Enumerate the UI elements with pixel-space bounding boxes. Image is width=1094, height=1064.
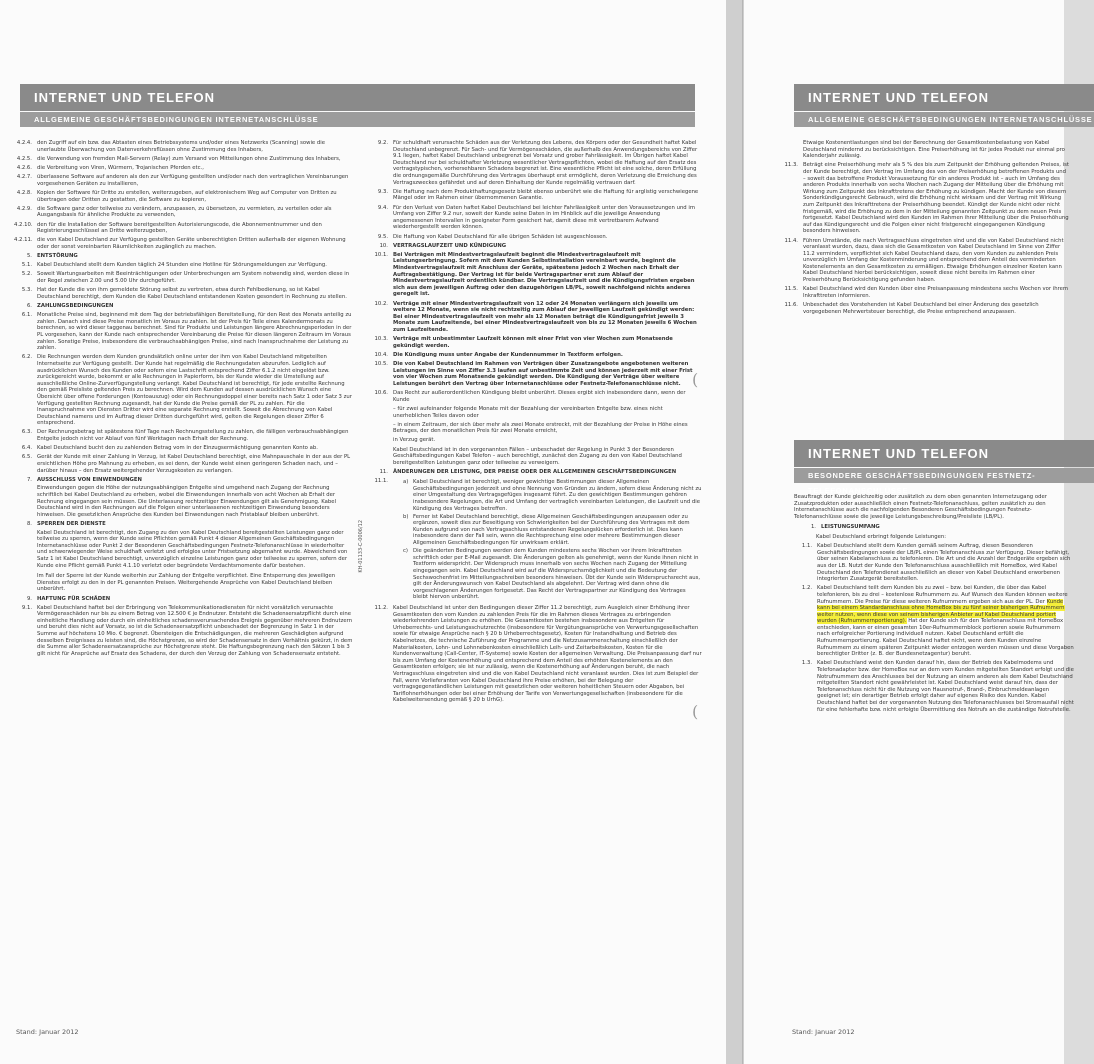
clause-text: Bei Verträgen mit Mindestvertragslaufzeit beginnt die Mindestvertragslaufzeit mit Leistungserbringung. Sofern mit dem Kunden Selbstinstallation vereinbart wurde, beginnt die Mindestvertragslaufzeit mit Anschluss der Geräte, spätestens jedoch 2 Wochen nach Erhalt der Auftragsbestätigung. Der Vertrag ist für beide Vertragspartner erst zum Ablauf der Mindestvertragslaufzeit ordentlich kündbar. Die Vertragslaufzeit und die Kündigungsfristen ergeben sich aus dem jeweiligen Auftrag oder den dazugehörigen LB/PL, soweit nachfolgend nichts anderes geregelt ist. — [393, 251, 695, 298]
clause-number: 6.5. — [21, 454, 32, 461]
clause-number: 11.4. — [784, 237, 798, 244]
clause-text: Für den Verlust von Daten haftet Kabel Deutschland bei leichter Fahrlässigkeit unter den Voraussetzungen und im Umfang von Ziffer 9.2 nur, soweit der Kunde seine Daten in im Hinblick auf die jeweilige Anwendung angemessenen Intervallen in geeigneter Form gesichert hat, damit diese mit vertretbarem Aufwand wiederhergestellt werden können. — [393, 204, 695, 231]
clause-text: Der Rechnungsbetrag ist spätestens fünf Tage nach Rechnungsstellung zu zahlen, die fälligen verbrauchsabhängigen Entgelte jedoch nicht vor Ablauf von fünf Werktagen nach Erhalt der Rechnung. — [37, 429, 349, 443]
clause-number: 11.5. — [784, 286, 798, 293]
clause-number: 5.3. — [21, 287, 32, 294]
clause — [14, 312, 354, 352]
clause-number: 4.2.6. — [16, 164, 32, 171]
clause — [14, 354, 354, 427]
section-subbanner: ALLGEMEINE GESCHÄFTSBEDINGUNGEN INTERNETANSCHLÜSSE — [20, 112, 695, 127]
clause-text: SPERREN DER DIENSTE Kabel Deutschland ist berechtigt, den Zugang zu den von Kabel Deutschland bereitgestellten Leistungen ganz oder teilweise zu sperren, wenn der Kunde seine Pflichten gemäß Punkt 4 dieser Allgemeinen Geschäftsbedingungen Internetanschlüsse oder Punkt 2 der Besonderen Geschäftsbedingungen Festnetz-Telefonanschlüsse in wiederholter und schwerwiegender Weise schuldhaft verletzt und erfolglos unter Fristsetzung abgemahnt wurde. Abweichend von Satz 1 ist Kabel Deutschland berechtigt, unverzüglich einzelne Leistungen ganz oder teilweise zu sperren, sofern der Kunde eine Pflicht gemäß Punkt 4.1.10 verletzt oder begründete Verdachtsmomente dafür bestehen. Im Fall der Sperre ist der Kunde weiterhin zur Zahlung der Entgelte verpflichtet. Eine Entsperrung des jeweiligen Dienstes erfolgt zu den in der PL genannten Preisen. Weitergehende Ansprüche von Kabel Deutschland bleiben unberührt. — [37, 521, 354, 593]
clause-number — [370, 422, 393, 435]
clause — [14, 262, 354, 269]
intro-paragraph: Beauftragt der Kunde gleichzeitig oder zusätzlich zu dem oben genannten Internetzugang oder Zusatzprodukten oder ausschließlich einen Festnetz-Telefonanschluss, gelten zusätzlich zu den Internetanschlüsse auch die nachfolgenden Besonderen Geschäftsbedingungen Festnetz-Telefonanschlüsse sowie die jeweilige Leistungsbeschreibung/Preisliste (LB/PL). — [794, 494, 1047, 520]
clause-text: die von Kabel Deutschland zur Verfügung gestellten Geräte unberechtigten Dritten außerhalb der eigenen Wohnung oder der sonst vereinbarten Räumlichkeiten zugänglich zu machen. — [37, 237, 346, 250]
clause-text: Die von Kabel Deutschland im Rahmen von Verträgen über Zusatzangebote angebotenen weiteren Leistungen im Sinne von Ziffer 3.3 laufen auf unbestimmte Zeit und können jederzeit mit einer Frist von vier Wochen zum Monatsende gekündigt werden. Die Kündigung der Verträge über weitere Leistungen berührt den Vertrag über Internetanschlüsse oder Festnetz-Telefonanschlüsse nicht. — [393, 361, 693, 387]
clause-number: 6.3. — [21, 429, 32, 436]
highlighted-text: Kunde kann bei einem Standardanschluss ohne HomeBox bis zu fünf seiner bisherigen Rufnummern weiter nutzen, wenn diese von seinem bisherigen Anbieter auf Kabel Deutschland portiert wurden (Rufnummernportierung). — [817, 598, 1065, 625]
sub-clause: c) Die geänderten Bedingungen werden dem Kunden mindestens sechs Wochen vor ihrem Inkrafttreten schriftlich oder per E-Mail zugesandt. Die Änderungen gelten als genehmigt, wenn der Kunde ihnen nicht in Textform widerspricht. Der Widerspruch muss innerhalb von sechs Wochen nach Zugang der Mitteilung eingegangen sein. Kabel Deutschland wird auf die Widerspruchsmöglichkeit und die Bedeutung der Sechswochenfrist im Mitteilungsschreiben besonders hinweisen. Übt der Kunde sein Widerspruchsrecht aus, gilt der Änderungswunsch von Kabel Deutschland als abgelehnt. Der Vertrag wird dann ohne die vorgeschlagenen Änderungen fortgesetzt. Das Recht der Vertragspartner zur Kündigung des Vertrages bleibt hiervon unberührt. — [403, 548, 701, 601]
clause-number: 6.1. — [21, 312, 32, 319]
left-column-2 — [370, 140, 702, 707]
clause — [370, 406, 702, 419]
clause-text: Hat der Kunde die von ihm gemeldete Störung selbst zu vertreten, etwa durch Fehlbedienung, so ist Kabel Deutschland berechtigt, dem Kunden die Kabel Deutschland entstandenen Kosten gesondert in Rechnung zu stellen. — [37, 287, 347, 300]
right-top-column — [780, 140, 1070, 318]
clause-text: HAFTUNG FÜR SCHÄDEN — [37, 595, 111, 602]
clause — [780, 302, 1070, 315]
right-page — [744, 0, 1093, 1064]
clause — [14, 454, 354, 474]
clause-number: 5.2. — [21, 271, 32, 278]
clause — [780, 162, 1070, 235]
clause-number: 11. — [379, 469, 388, 476]
clause-text: Das Recht zur außerordentlichen Kündigung bleibt unberührt. Dieses ergibt sich insbesondere dann, wenn der Kunde — [393, 390, 686, 403]
clause-text: überlassene Software auf anderen als den zur Verfügung gestellten und/oder nach den vertraglichen Vereinbarungen vorgesehenen Geräten zu installieren, — [37, 174, 349, 187]
clause-number: 4.2.7. — [16, 174, 32, 181]
page-footer: Stand: Januar 2012 — [16, 1028, 79, 1036]
clause-text: die Software ganz oder teilweise zu verändern, anzupassen, zu übersetzen, zu vermieten, zu verteilen oder als Ausgangsbasis für ähnliche Produkte zu verwenden, — [37, 205, 332, 219]
clause-number: 10.2. — [374, 300, 388, 307]
clause — [14, 271, 354, 284]
clause-number: 9.1. — [21, 604, 32, 611]
right-bottom-column — [794, 494, 1074, 716]
clause-text: den für die Installation der Software bereitgestellten Autorisierungscode, die Abonnementnummer und den Registrierungsschlüssel an Dritte weiterzugeben, — [37, 221, 322, 235]
section-paragraph: Im Fall der Sperre ist der Kunde weiterhin zur Zahlung der Entgelte verpflichtet. Eine Entsperrung des jeweiligen Dienstes erfolgt zu den in der PL genannten Preisen. Weitergehende Ansprüche von Kabel Deutschland bleiben unberührt. — [37, 573, 336, 593]
clause-text: – in einem Zeitraum, der sich über mehr als zwei Monate erstreckt, mit der Bezahlung der Preise in Höhe eines Betrages, der den monatlichen Preis für zwei Monate erreicht, — [393, 421, 688, 435]
clause-text: Kabel Deutschland haftet bei der Erbringung von Telekommunikationsdiensten für nicht vorsätzlich verursachte Vermögensschäden nur bis zu einem Betrag von 12.500 € je Endnutzer. Entsteht die Schadensersatzpflicht durch eine einheitliche Handlung oder durch ein einheitliches schadensverursachendes Ereignis gegenüber mehreren Endnutzern und beruht dies nicht auf Vorsatz, so ist die Schadensersatzpflicht unbeschadet der Begrenzung in Satz 1 in der Summe auf höchstens 10 Mio. € begrenzt. Übersteigen die Entschädigungen, die mehreren Geschädigten aufgrund desselben Ereignisses zu leisten sind, die Höchstgrenze, so wird der Schadensersatz in dem Verhältnis gekürzt, in dem die Summe aller Schadensersatzansprüche zur Höchstgrenze steht. Die Haftungsbegrenzung nach den Sätzen 1 bis 3 gilt nicht für Ansprüche auf Ersatz des Schadens, der durch den Verzug der Zahlung von Schadensersatz entsteht. — [37, 604, 353, 657]
clause-number: 5. — [26, 253, 32, 260]
page-footer: Stand: Januar 2012 — [792, 1028, 855, 1036]
clause-number: 9.2. — [377, 140, 388, 146]
clause-text: Kabel Deutschland ist unter den Bedingungen dieser Ziffer 11.2 berechtigt, zum Ausgleich einer Erhöhung ihrer Gesamtkosten den vom Kunden zu zahlenden Preis für die im Rahmen dieses Vertrages zu erbringenden wiederkehrenden Leistungen zu erhöhen. Die Gesamtkosten bestehen insbesondere aus Entgelten für Urheberrechts- und Leistungsschutzrechte (insbesondere für Vergütungsansprüche von Verwertungsgesellschaften sowie für etwaige Ansprüche nach § 20 b Urheberrechtsgesetz), Kosten für Instandhaltung und Betrieb des Kabelnetzes, die technische Zuführung der Programme und die Netzzusammenschaltung einschließlich der Materialkosten, Lohn- und Lohnnebenkosten einschließlich Leih- und Zeitarbeitskosten, Kosten für die Kundenverwaltung (Call-Center, IT-Systeme) sowie Kosten der allgemeinen Verwaltung. Die Preisanpassung darf nur bis zum Umfang der Kostenerhöhung und entsprechend dem Anteil des erhöhten Kostenelements an den Gesamtkosten erfolgen; sie ist nur zulässig, wenn die Kostenerhöhung auf Änderungen beruht, die nach Vertragsschluss eingetreten sind und die von Kabel Deutschland nicht veranlasst wurden. Dies ist zum Beispiel der Fall, wenn Vorlieferanten von Kabel Deutschland ihre Preise erhöhen, bei der Belegung der vertragsgegenständlichen Leistungen mit gesetzlichen oder weiteren hoheitlichen Steuern oder Abgaben, bei Tariflohnerhöhungen oder bei einer Erhöhung der Tarife von Verwertungsgesellschaften (insbesondere für die Kabelweitersendung gemäß § 20 b UrhG). — [393, 605, 702, 704]
bracket-mark: ( — [692, 702, 699, 721]
clause-number: 9.5. — [377, 233, 388, 240]
clause — [370, 336, 702, 349]
clause-text: Gerät der Kunde mit einer Zahlung in Verzug, ist Kabel Deutschland berechtigt, eine Mahnpauschale in der aus der PL ersichtlichen Höhe pro Mahnung zu erheben, es sei denn, der Kunde weist einen geringeren Schaden nach, und – darüber hinaus – den Ersatz weitergehender Verzugskosten zu verlangen. — [37, 454, 351, 474]
clause-number: 10. — [379, 242, 388, 249]
clause — [14, 605, 354, 658]
clause-text: VERTRAGSLAUFZEIT UND KÜNDIGUNG — [393, 242, 507, 249]
clause — [14, 156, 354, 163]
section-heading — [370, 243, 702, 250]
clause-number: 4.2.9. — [16, 205, 32, 212]
clause — [370, 478, 702, 602]
clause-number: 10.5. — [374, 361, 388, 368]
left-column-1 — [14, 140, 354, 660]
clause-text: Kabel Deutschland wird den Kunden über eine Preisanpassung mindestens sechs Wochen vor ihrem Inkrafttreten informieren. — [803, 286, 1069, 299]
clause — [14, 287, 354, 300]
clause-text: die Verwendung von fremden Mail-Servern (Relay) zum Versand von Mitteilungen ohne Zustimmung des Inhabers, — [37, 155, 341, 162]
clause — [14, 445, 354, 452]
clause-text: Kabel Deutschland bucht den zu zahlenden Betrag vom in der Einzugsermächtigung genannten Konto ab. — [37, 445, 318, 452]
section-paragraph: Einwendungen gegen die Höhe der nutzungsabhängigen Entgelte sind umgehend nach Zugang der Rechnung schriftlich bei Kabel Deutschland zu erheben, wobei die Einwendungen innerhalb von acht Wochen ab Erhalt der Rechnung eingegangen sein müssen. Die Unterlassung rechtzeitiger Einwendungen gilt als Genehmigung. Kabel Deutschland wird in den Rechnungen auf die Folgen einer unterlassenen rechtzeitigen Einwendung besonders hinweisen. Die gesetzlichen Ansprüche des Kunden bei Einwendungen nach Fristablauf bleiben unberührt. — [37, 485, 337, 518]
clause — [780, 238, 1070, 284]
clause-number: 4.2.11. — [14, 237, 33, 244]
clause-number: 4.2.10. — [14, 221, 33, 228]
clause-text: Kabel Deutschland ist in den vorgenannten Fällen – unbeschadet der Regelung in Punkt 3 der Besonderen Geschäftsbedingungen Kabel Telefon – auch berechtigt, zunächst den Zugang zu den von Kabel Deutschland bereitgestellten Leistungen ganz oder teilweise zu verweigern. — [393, 446, 682, 466]
section-heading — [14, 477, 354, 519]
clause — [780, 286, 1070, 299]
page-divider — [742, 0, 743, 1064]
clause-number: 10.4. — [374, 351, 388, 358]
clause-text: Monatliche Preise sind, beginnend mit dem Tag der betriebsfähigen Bereitstellung, für den Rest des Monats anteilig zu zahlen. Danach sind diese Preise monatlich im Voraus zu zahlen. Ist der Preis für Teile eines Kalendermonats zu berechnen, so wird dieser taggenau berechnet. Sind für Produkte und Leistungen längere Abrechnungsperioden in der PL vorgesehen, kann der Kunde nach entsprechender Vereinbarung die Preise für diesen längeren Zeitraum im Voraus zahlen. Sonstige Preise, insbesondere die verbrauchsabhängigen Preise, sind nach Inanspruchnahme der Leistung zu zahlen. — [37, 312, 352, 352]
clause-text: Verträge mit unbestimmter Laufzeit können mit einer Frist von vier Wochen zum Monatsende gekündigt werden. — [393, 336, 673, 349]
clause — [370, 252, 702, 298]
section-heading — [14, 303, 354, 310]
clause-text: Führen Umstände, die nach Vertragsschluss eingetreten sind und die von Kabel Deutschland nicht veranlasst wurden, dazu, dass sich die Gesamtkosten von Kabel Deutschland im Sinne von Ziffer 11.2 vermindern, verpflichtet sich Kabel Deutschland dazu, den vom Kunden zu zahlenden Preis unverzüglich im Umfang der Kostenminderung und entsprechend dem Anteil des verminderten Kostenelements an den Gesamtkosten zu ermäßigen. Etwaige Erhöhungen einzelner Kosten kann Kabel Deutschland hierbei berücksichtigen, soweit diese nicht bereits im Rahmen einer Preiserhöhung Berücksichtigung gefunden haben. — [803, 237, 1064, 284]
clause-text: Unbeschadet des Vorstehenden ist Kabel Deutschland bei einer Änderung des gesetzlich vorgegebenen Mehrwertsteuer berechtigt, die Preise entsprechend anzupassen. — [803, 302, 1039, 315]
clause — [14, 237, 354, 250]
clause-text: Die Haftung von Kabel Deutschland für alle übrigen Schäden ist ausgeschlossen. — [393, 233, 608, 240]
clause-text: Verträge mit einer Mindestvertragslaufzeit von 12 oder 24 Monaten verlängern sich jeweils um weitere 12 Monate, wenn sie nicht rechtzeitig zum Ablauf der jeweiligen Laufzeit gekündigt werden: Bei einer Mindestvertragslaufzeit von mehr als 12 Monaten beträgt die Kündigungsfrist jeweils 3 Monate zum Laufzeitende, bei einer Mindestvertragslaufzeit von bis zu 12 Monaten jeweils 6 Wochen zum Laufzeitende. — [393, 300, 697, 333]
clause-text: Kopien der Software für Dritte zu erstellen, weiterzugeben, auf elektronischem Weg auf Computer von Dritten zu übertragen oder Dritten zu gestatten, die Software zu kopieren, — [37, 189, 337, 203]
clause-number — [370, 437, 393, 444]
clause-text: die Verbreitung von Viren, Würmern, Trojanischen Pferden etc., — [37, 164, 204, 171]
clause-number — [370, 406, 393, 419]
bracket-mark: ( — [692, 370, 699, 389]
clause-number: 11.2. — [374, 605, 388, 611]
clause-text: Soweit Wartungsarbeiten mit Beeinträchtigungen oder Unterbrechungen am System notwendig sind, werden diese in der Regel zwischen 2.00 und 5.00 Uhr durchgeführt. — [37, 271, 350, 285]
section-subbanner: BESONDERE GESCHÄFTSBEDINGUNGEN FESTNETZ-TELEFONANSCHLÜSSE — [794, 468, 1094, 483]
clause-text: – für zwei aufeinander folgende Monate mit der Bezahlung der vereinbarten Entgelte bzw. eines nicht unerheblichen Teiles davon oder — [393, 405, 663, 419]
clause — [370, 189, 702, 202]
clause-text: den Zugriff auf ein bzw. das Abtasten eines Betriebssystems und/oder eines Netzwerks (Scanning) sowie die unerlaubte Überwachung von Datenverkehrsflüssen ohne Zustimmung des Inhabers, — [37, 140, 325, 153]
clause — [370, 605, 702, 704]
clause-number: 11.6. — [784, 302, 798, 309]
clause — [14, 429, 354, 442]
section-banner: INTERNET UND TELEFON — [20, 84, 695, 111]
section-heading — [14, 521, 354, 593]
clause-number — [370, 447, 393, 467]
clause-number: 11.1. — [374, 478, 388, 485]
sub-clause: a) Kabel Deutschland ist berechtigt, weniger gewichtige Bestimmungen dieser Allgemeinen Geschäftsbedingungen jederzeit und ohne Nennung von Gründen zu ändern, sofern diese Änderung nicht zu einer Umgestaltung des Vertragsgefüges insgesamt führt. Zu den gewichtigen Bestimmungen gehören insbesondere Regelungen, die Art und Umfang der vertraglich vereinbarten Leistungen, die Laufzeit und die Kündigung des Vertrages betreffen. — [403, 479, 702, 512]
clause-text: ZAHLUNGSBEDINGUNGEN — [37, 303, 114, 309]
section-heading — [14, 596, 354, 603]
clause-number: 6.4. — [21, 445, 32, 452]
section-subtitle: Kabel Deutschland erbringt folgende Leistungen: — [816, 533, 947, 540]
clause-number — [780, 140, 803, 160]
clause — [370, 140, 702, 186]
clause — [370, 234, 702, 241]
clause — [14, 140, 354, 153]
section-banner: INTERNET UND TELEFON — [794, 84, 1094, 111]
section-heading — [370, 469, 702, 476]
clause-number: 4.2.5. — [16, 155, 32, 162]
clause-number: 11.3. — [784, 162, 798, 169]
clause-number: 10.1. — [374, 251, 388, 258]
section-heading — [14, 253, 354, 260]
clause — [370, 352, 702, 359]
clause — [14, 222, 354, 235]
clause — [370, 437, 702, 444]
clause-number: 9.4. — [377, 204, 388, 211]
clause-1-1: 1.1. Kabel Deutschland stellt dem Kunden gemäß seinem Auftrag, diesen Besonderen Geschäftsbedingungen sowie der LB/PL einen Telefonanschluss zur Verfügung. Dieser befähigt, über seinen Kabelanschluss zu telefonieren. Die Art und die Anzahl der Endgeräte ergeben sich aus der LB. Nutzt der Kunde den Telefonanschluss ausschließlich mit HomeBox, wird Kabel Deutschland den Telefondienst ausschließlich an dieser von Kabel Deutschland erworbenen integrierten Zusatzgerät bereitstellen. — [801, 543, 1071, 583]
clause-text: Etwaige Kostenentlastungen sind bei der Berechnung der Gesamtkostenbelastung von Kabel Deutschland mindernd zu berücksichtigen. Eine Preiserhöhung ist für jedes Produkt nur einmal pro Kalenderjahr zulässig. — [803, 140, 1065, 160]
section-paragraph: Kabel Deutschland ist berechtigt, den Zugang zu den von Kabel Deutschland bereitgestellten Leistungen ganz oder teilweise zu sperren, wenn der Kunde seine Pflichten gemäß Punkt 4 dieser Allgemeinen Geschäftsbedingungen Internetanschlüsse oder Punkt 2 der Besonderen Geschäftsbedingungen Festnetz-Telefonanschlüsse in wiederholter und schwerwiegender Weise schuldhaft verletzt und erfolglos unter Fristsetzung abgemahnt wurde. Abweichend von Satz 1 ist Kabel Deutschland berechtigt, unverzüglich einzelne Leistungen ganz oder teilweise zu sperren, sofern der Kunde eine Pflicht gemäß Punkt 4.1.10 verletzt oder begründete Verdachtsmomente dafür bestehen. — [37, 529, 348, 569]
clause-text: Die Haftung nach dem Produkthaftungsgesetz bleibt ebenso unberührt wie die Haftung für arglistig verschwiegene Mängel oder im Rahmen einer übernommenen Garantie. — [393, 188, 699, 202]
clause — [14, 190, 354, 203]
clause-text: Kabel Deutschland stellt dem Kunden täglich 24 Stunden eine Hotline für Störungsmeldungen zur Verfügung. — [37, 262, 327, 269]
clause-number: 6. — [26, 303, 32, 309]
clause-number: 8. — [26, 520, 32, 527]
clause — [370, 361, 702, 387]
clause — [370, 301, 702, 334]
clause — [14, 206, 354, 219]
clause-number: 9. — [26, 595, 32, 602]
clause-number: 10.3. — [374, 336, 388, 343]
clause-number: 9.3. — [377, 188, 388, 195]
clause — [780, 140, 1070, 160]
clause-text: Beträgt eine Preiserhöhung mehr als 5 % des bis zum Zeitpunkt der Erhöhung geltenden Preises, ist der Kunde berechtigt, den Vertrag im Umfang des von der Preiserhöhung betroffenen Produkts und – soweit das betroffene Produkt Voraussetzung für ein anderes Produkt ist – auch im Umfang des anderen Produkts innerhalb von sechs Wochen nach Zugang der Mitteilung über die Erhöhung mit Wirkung zum Zeitpunkt des Inkrafttretens der Erhöhung zu kündigen. Macht der Kunde von diesem Sonderkündigungsrecht Gebrauch, wird die Erhöhung nicht wirksam und der Vertrag mit Wirkung zum Zeitpunkt des Inkrafttretens der Preiserhöhung beendet. Kündigt der Kunde nicht oder nicht fristgemäß, wird die Erhöhung zu dem in der Mitteilung genannten Zeitpunkt zu dem neuen Preis fortgesetzt. Kabel Deutschland wird den Kunden im Rahmen ihrer Mitteilung über die Preiserhöhung auf das Kündigungsrecht und die Folgen einer nicht fristgerecht eingegangenen Kündigung besonders hinweisen. — [803, 162, 1069, 235]
clause-text: ENTSTÖRUNG — [37, 253, 78, 260]
clause-number: 6.2. — [21, 354, 32, 361]
clause-text — [393, 478, 702, 602]
clause — [370, 205, 702, 231]
clause-text: in Verzug gerät. — [393, 437, 436, 444]
section-heading: 1. LEISTUNGSUMFANG — [810, 524, 880, 531]
clause-number: 4.2.4. — [16, 140, 32, 146]
clause-number: 7. — [26, 476, 32, 483]
clause-text: Die Rechnungen werden dem Kunden grundsätzlich online unter der ihm von Kabel Deutschland mitgeteilten Internetseite zur Verfügung gestellt. Der Kunde hat regelmäßig die Rechnungsdaten abzurufen. Lediglich auf ausdrücklichen Wunsch des Kunden oder sofern eine Lastschrift entsprechend Ziffer 6.1.2 nicht eingelöst bzw. zurückgereicht wurde, bekommt er alle Rechnungen in Papierform, bis der Kunde wieder die Umstellung auf ausschließliche Online-Zurverfügungstellung verlangt. Kabel Deutschland ist berechtigt, für jede erstellte Rechnung den gemäß Preisliste geltenden Preis zu berechnen. Wird dem Kunden auf dessen ausdrücklichen Wunsch eine Übersicht über offene Forderungen (Kontoauszug) oder ein Rechnungsdoppel einer bereits nach Satz 1 oder Satz 3 zur Verfügung gestellten Rechnung zugesandt, hat der Kunde die Preise gemäß der PL zu zahlen. Für die Inanspruchnahme von Diensten Dritter wird eine separate Rechnung erstellt. Soweit die Abrechnung von Kabel Deutschland namens und im Auftrag dieser Dritten durchgeführt wird, gelten die Regelungen dieser Ziffer 6 entsprechend. — [37, 354, 352, 427]
clause-text: AUSSCHLUSS VON EINWENDUNGEN Einwendungen gegen die Höhe der nutzungsabhängigen Entgelte sind umgehend nach Zugang der Rechnung schriftlich bei Kabel Deutschland zu erheben, wobei die Einwendungen innerhalb von acht Wochen ab Erhalt der Rechnung eingegangen sein müssen. Die Unterlassung rechtzeitiger Einwendungen gilt als Genehmigung. Kabel Deutschland wird in den Rechnungen auf die Folgen einer unterlassenen rechtzeitigen Einwendung besonders hinweisen. Die gesetzlichen Ansprüche des Kunden bei Einwendungen nach Fristablauf bleiben unberührt. — [37, 477, 354, 519]
clause — [14, 165, 354, 172]
clause — [370, 447, 702, 467]
clause-number: 5.1. — [21, 262, 32, 269]
section-banner: INTERNET UND TELEFON — [794, 440, 1094, 467]
clause-number: 4.2.8. — [16, 189, 32, 196]
clause-text: Die Kündigung muss unter Angabe der Kundennummer in Textform erfolgen. — [393, 351, 623, 358]
clause — [370, 390, 702, 403]
clause-text: Für schuldhaft verursachte Schäden aus der Verletzung des Lebens, des Körpers oder der Gesundheit haftet Kabel Deutschland unbegrenzt. Für Sach- und für Vermögensschäden, die außerhalb des Anwendungsbereichs von Ziffer 9.1 liegen, haftet Kabel Deutschland unbegrenzt bei Vorsatz und grober Fahrlässigkeit. Im Übrigen haftet Kabel Deutschland nur bei schuldhafter Verletzung wesentlicher Vertragspflichten, wobei die Haftung auf den Ersatz des vertragstypischen, vorhersehbaren Schadens begrenzt ist. Eine wesentliche Pflicht ist eine solche, deren Erfüllung die ordnungsgemäße Durchführung des Vertrages überhaupt erst ermöglicht, deren Verletzung die Erreichung des Vertragszweckes gefährdet und auf deren Einhaltung der Kunde regelmäßig vertrauen darf. — [393, 140, 698, 186]
clause-number: 10.6. — [374, 390, 388, 397]
sub-clause: b) Ferner ist Kabel Deutschland berechtigt, diese Allgemeinen Geschäftsbedingungen anzupassen oder zu ergänzen, soweit dies zur Beseitigung von Schwierigkeiten bei der Durchführung des Vertrages mit dem Kunden aufgrund von nach Vertragsschluss entstandenen Regelungslücken erforderlich ist. Dies kann insbesondere dann der Fall sein, wenn die Rechtsprechung eine oder mehrere Bestimmungen dieser Allgemeinen Geschäftsbedingungen für unwirksam erklärt. — [403, 513, 690, 547]
clause — [370, 422, 702, 435]
clause-1-3: 1.3. Kabel Deutschland weist den Kunden darauf hin, dass der Betrieb des Kabelmodems und Telefonadapter bzw. der HomeBox nur an dem vom Kunden mitgeteilten Standort erfolgt und die Notrufnummern des Anschlusses bei der Nutzung an einem anderen als dem Kabel Deutschland mitgeteilten Standort nicht gewährleistet ist. Kabel Deutschland weist darauf hin, dass der Telefonanschluss nicht für die Nutzung von Hausnotruf-, Brand-, Einbruchmeldeanlagen geeignet ist; ein derartiger Betrieb erfolgt daher auf eigenes Risiko des Kunden. Kabel Deutschland haftet bei der vorgenannten Nutzung des Telefonanschlusses bei Stromausfall nicht für eine fehlerhafte bzw. nicht erfolgte Übermittlung des Notrufs an die zuständige Notrufstelle. — [801, 660, 1074, 713]
clause-text: ÄNDERUNGEN DER LEISTUNG, DER PREISE ODER DER ALLGEMEINEN GESCHÄFTSBEDINGUNGEN — [393, 469, 677, 476]
clause-1-2: 1.2. Kabel Deutschland teilt dem Kunden bis zu zwei – bzw. bei Kunden, die über das Kabel telefonieren, bis zu drei – kostenlose Rufnummern zu. Auf Wunsch des Kunden können weitere Rufnummern. Die Preise für diese weiteren Rufnummern ergeben sich aus der PL. Der Kunde kann bei einem Standardanschluss ohne HomeBox bis zu fünf seiner bisherigen Rufnummern weiter nutzen, wenn diese von seinem bisherigen Anbieter auf Kabel Deutschland portiert wurden (Rufnummernportierung). Hat der Kunde sich für den Telefonanschluss mit HomeBox entschieden, kann er einen gesamten 10er-Rufnummernblock portieren sowie Rufnummern nach erfolgreicher Portierung individuell nutzen. Kabel Deutschland erfüllt die Rufnummernportierung. Kabel Deutschland haftet nicht, wenn dem Kunden einzelne Rufnummern zu einem späteren Zeitpunkt wieder entzogen werden müssen und diese Vorgaben berechtigter Dritter (z. B. der Bundesnetzagentur) beruht. — [801, 585, 1074, 658]
document-code: KH-01133-C-0006/12 — [358, 520, 364, 573]
clause — [14, 174, 354, 187]
section-subbanner: ALLGEMEINE GESCHÄFTSBEDINGUNGEN INTERNETANSCHLÜSSE — [794, 112, 1094, 127]
